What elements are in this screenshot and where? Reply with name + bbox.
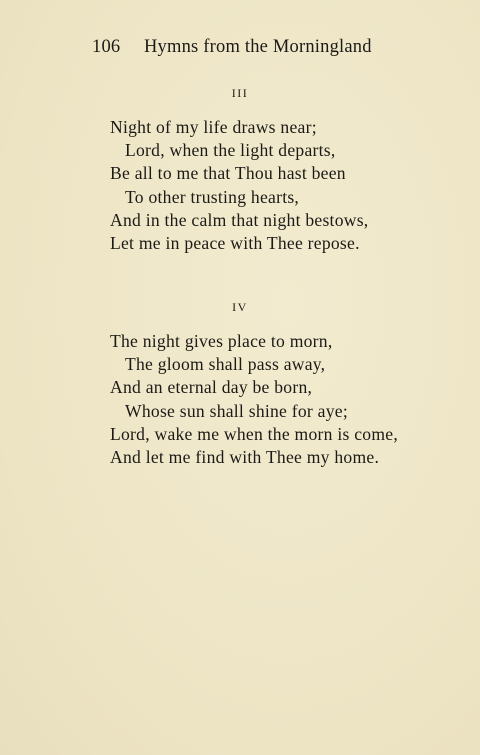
verse-line: To other trusting hearts,: [125, 186, 300, 207]
verse-line: And let me find with Thee my home.: [110, 447, 380, 468]
running-head: [92, 37, 402, 58]
stanza-3: [110, 116, 450, 255]
verse-line: Let me in peace with Thee repose.: [110, 233, 360, 254]
verse-line: The night gives place to morn,: [110, 331, 333, 351]
stanza-number-3: III: [231, 86, 249, 100]
verse-line: Whose sun shall shine for aye;: [125, 400, 348, 421]
verse-line: Be all to me that Thou hast been: [110, 163, 346, 184]
page-number: 106: [92, 37, 121, 57]
verse-line: And an eternal day be born,: [110, 377, 313, 398]
verse-line: Night of my life draws near;: [110, 117, 317, 137]
verse-line: Lord, when the light departs,: [125, 140, 336, 161]
verse-line: Lord, wake me when the morn is come,: [110, 423, 398, 444]
verse-line: The gloom shall pass away,: [125, 354, 326, 375]
verse-line: And in the calm that night bestows,: [110, 209, 369, 230]
stanza-number-4: IV: [232, 300, 248, 314]
stanza-4: [110, 330, 450, 469]
book-title: Hymns from the Morningland: [144, 37, 372, 57]
